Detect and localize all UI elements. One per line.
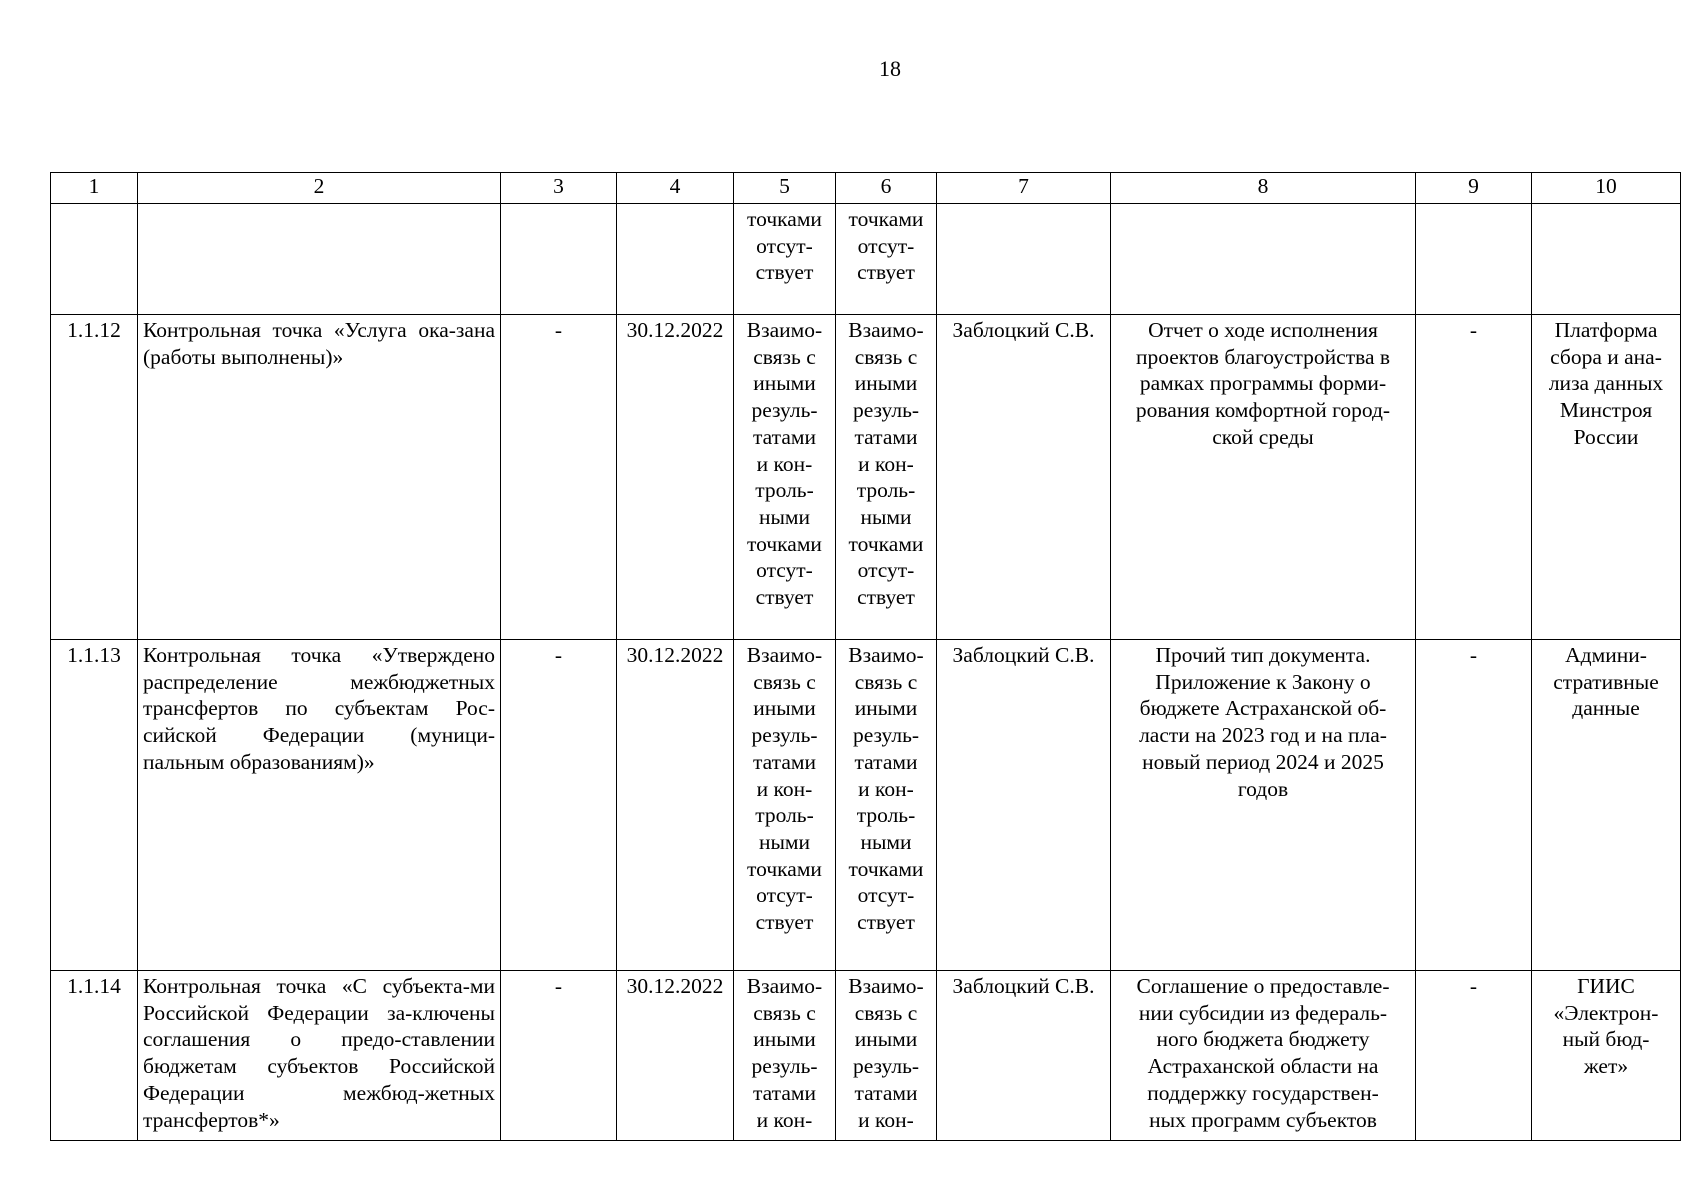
cell-number: 1.1.14 bbox=[51, 971, 138, 1141]
cell-col-6: Взаимо- связь с иными резуль- татами и кон- троль- ными точками отсут- ствует bbox=[836, 315, 937, 640]
cell-responsible: Заблоцкий С.В. bbox=[937, 315, 1111, 640]
cell-responsible: Заблоцкий С.В. bbox=[937, 971, 1111, 1141]
header-col-7: 7 bbox=[937, 173, 1111, 204]
cell-source: ГИИС «Электрон- ный бюд- жет» bbox=[1532, 971, 1681, 1141]
plan-table bbox=[50, 172, 1681, 1141]
table-row-1-1-14 bbox=[51, 971, 1681, 1141]
cell-number: 1.1.13 bbox=[51, 640, 138, 971]
header-col-6: 6 bbox=[836, 173, 937, 204]
header-col-8: 8 bbox=[1111, 173, 1416, 204]
cell-responsible: Заблоцкий С.В. bbox=[937, 640, 1111, 971]
cell-col-5: Взаимо- связь с иными резуль- татами и кон- троль- ными точками отсут- ствует bbox=[734, 315, 836, 640]
header-col-10: 10 bbox=[1532, 173, 1681, 204]
table-row-continuation bbox=[51, 204, 1681, 315]
cell-number bbox=[51, 204, 138, 315]
cell-name: Контрольная точка «С субъекта-ми Российской Федерации за-ключены соглашения о предо-ставлении бюджетам субъектов Российской Федерации межбюд-жетных трансфертов*» bbox=[138, 971, 501, 1141]
cell-col-6: Взаимо- связь с иными резуль- татами и кон- bbox=[836, 971, 937, 1141]
cell-date: 30.12.2022 bbox=[617, 640, 734, 971]
cell-col-3 bbox=[501, 204, 617, 315]
cell-name: Контрольная точка «Услуга ока-зана (работы выполнены)» bbox=[138, 315, 501, 640]
cell-source bbox=[1532, 204, 1681, 315]
cell-date: 30.12.2022 bbox=[617, 971, 734, 1141]
table-row-1-1-13 bbox=[51, 640, 1681, 971]
header-col-4: 4 bbox=[617, 173, 734, 204]
cell-document: Отчет о ходе исполнения проектов благоустройства в рамках программы форми- рования комфортной город- ской среды bbox=[1111, 315, 1416, 640]
cell-col-9: - bbox=[1416, 315, 1532, 640]
cell-col-3: - bbox=[501, 971, 617, 1141]
header-col-2: 2 bbox=[138, 173, 501, 204]
cell-col-9: - bbox=[1416, 971, 1532, 1141]
cell-col-9: - bbox=[1416, 640, 1532, 971]
cell-col-5: точками отсут- ствует bbox=[734, 204, 836, 315]
cell-document: Соглашение о предоставле- нии субсидии из федераль- ного бюджета бюджету Астраханской области на поддержку государствен- ных программ субъектов bbox=[1111, 971, 1416, 1141]
cell-col-6: точками отсут- ствует bbox=[836, 204, 937, 315]
table-header-row bbox=[51, 173, 1681, 204]
header-col-1: 1 bbox=[51, 173, 138, 204]
cell-col-6: Взаимо- связь с иными резуль- татами и кон- троль- ными точками отсут- ствует bbox=[836, 640, 937, 971]
header-col-5: 5 bbox=[734, 173, 836, 204]
cell-name: Контрольная точка «Утверждено распределение межбюджетных трансфертов по субъектам Рос-сийской Федерации (муници-пальным образованиям)» bbox=[138, 640, 501, 971]
cell-col-3: - bbox=[501, 315, 617, 640]
cell-document: Прочий тип документа. Приложение к Закону о бюджете Астраханской об- ласти на 2023 год и на пла- новый период 2024 и 2025 годов bbox=[1111, 640, 1416, 971]
cell-col-3: - bbox=[501, 640, 617, 971]
cell-col-5: Взаимо- связь с иными резуль- татами и кон- bbox=[734, 971, 836, 1141]
cell-date: 30.12.2022 bbox=[617, 315, 734, 640]
cell-source: Платформа сбора и ана- лиза данных Минстроя России bbox=[1532, 315, 1681, 640]
table-row-1-1-12 bbox=[51, 315, 1681, 640]
cell-source: Админи- стративные данные bbox=[1532, 640, 1681, 971]
cell-col-9 bbox=[1416, 204, 1532, 315]
cell-responsible bbox=[937, 204, 1111, 315]
cell-date bbox=[617, 204, 734, 315]
cell-number: 1.1.12 bbox=[51, 315, 138, 640]
header-col-9: 9 bbox=[1416, 173, 1532, 204]
cell-col-5: Взаимо- связь с иными резуль- татами и кон- троль- ными точками отсут- ствует bbox=[734, 640, 836, 971]
cell-document bbox=[1111, 204, 1416, 315]
header-col-3: 3 bbox=[501, 173, 617, 204]
page-number: 18 bbox=[879, 56, 901, 81]
cell-name bbox=[138, 204, 501, 315]
